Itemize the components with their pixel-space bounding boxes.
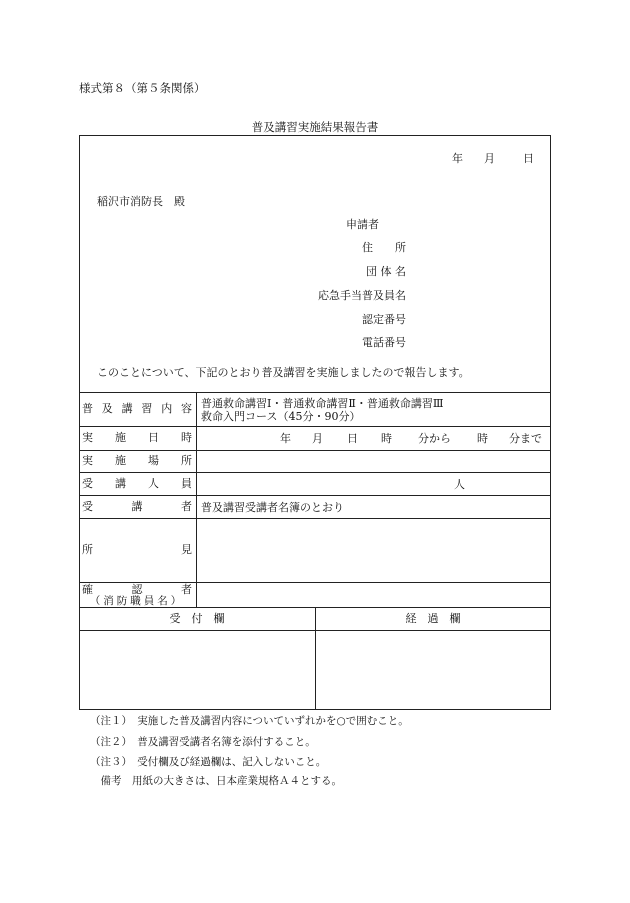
- dt-hour2: 時: [477, 432, 488, 445]
- column-divider: [196, 392, 197, 607]
- attendees-label: 受 講 者: [82, 499, 192, 513]
- dt-year: 年: [280, 432, 291, 445]
- course-options-line1: 普通救命講習Ⅰ・普通救命講習Ⅱ・普通救命講習Ⅲ: [201, 397, 444, 410]
- course-content-label: 普 及 講 習 内 容: [82, 402, 192, 416]
- applicant-label: 申請者: [346, 218, 379, 231]
- progress-column-header: 経 過 欄: [405, 612, 461, 625]
- confirmer-sublabel: （消防職員名）: [89, 595, 185, 607]
- dt-day: 日: [347, 432, 358, 445]
- report-statement: このことについて、下記のとおり普及講習を実施しましたので報告します。: [97, 366, 470, 379]
- phone-number-label: 電話番号: [362, 336, 406, 349]
- dt-from: 分から: [418, 432, 451, 445]
- document-title: 普及講習実施結果報告書: [251, 120, 379, 134]
- opinion-label: 所 見: [82, 543, 192, 557]
- date-day: 日: [523, 152, 534, 165]
- confirmer-label: 確 認 者: [82, 583, 192, 597]
- date-year: 年: [452, 152, 463, 165]
- addressee: 稲沢市消防長 殿: [97, 195, 185, 208]
- group-name-label: 団 体 名: [366, 265, 406, 278]
- dt-hour: 時: [381, 432, 392, 445]
- datetime-label: 実 施 日 時: [82, 431, 192, 445]
- address-label: 住 所: [362, 241, 406, 254]
- row-line: [79, 582, 551, 583]
- instructor-name-label: 応急手当普及員名: [318, 289, 406, 302]
- attendee-count-unit: 人: [454, 478, 465, 491]
- attendees-value: 普及講習受講者名簿のとおり: [201, 501, 344, 514]
- certification-number-label: 認定番号: [362, 313, 406, 326]
- note-2: （注２） 普及講習受講者名簿を添付すること。: [90, 736, 316, 748]
- note-3: （注３） 受付欄及び経過欄は、記入しないこと。: [90, 756, 327, 768]
- date-month: 月: [484, 152, 495, 165]
- form-id: 様式第８（第５条関係）: [79, 81, 206, 95]
- dt-until: 分まで: [509, 432, 542, 445]
- remarks-note: 備考 用紙の大きさは、日本産業規格Ａ４とする。: [90, 775, 342, 787]
- course-options-line2: 救命入門コース（45分・90分）: [201, 410, 361, 423]
- reception-column-header: 受 付 欄: [169, 612, 225, 625]
- place-label: 実 施 場 所: [82, 454, 192, 468]
- note-1: （注１） 実施した普及講習内容についていずれかを○で囲むこと。: [90, 715, 409, 727]
- dt-month: 月: [312, 432, 323, 445]
- attendee-count-label: 受 講 人 員: [82, 476, 192, 490]
